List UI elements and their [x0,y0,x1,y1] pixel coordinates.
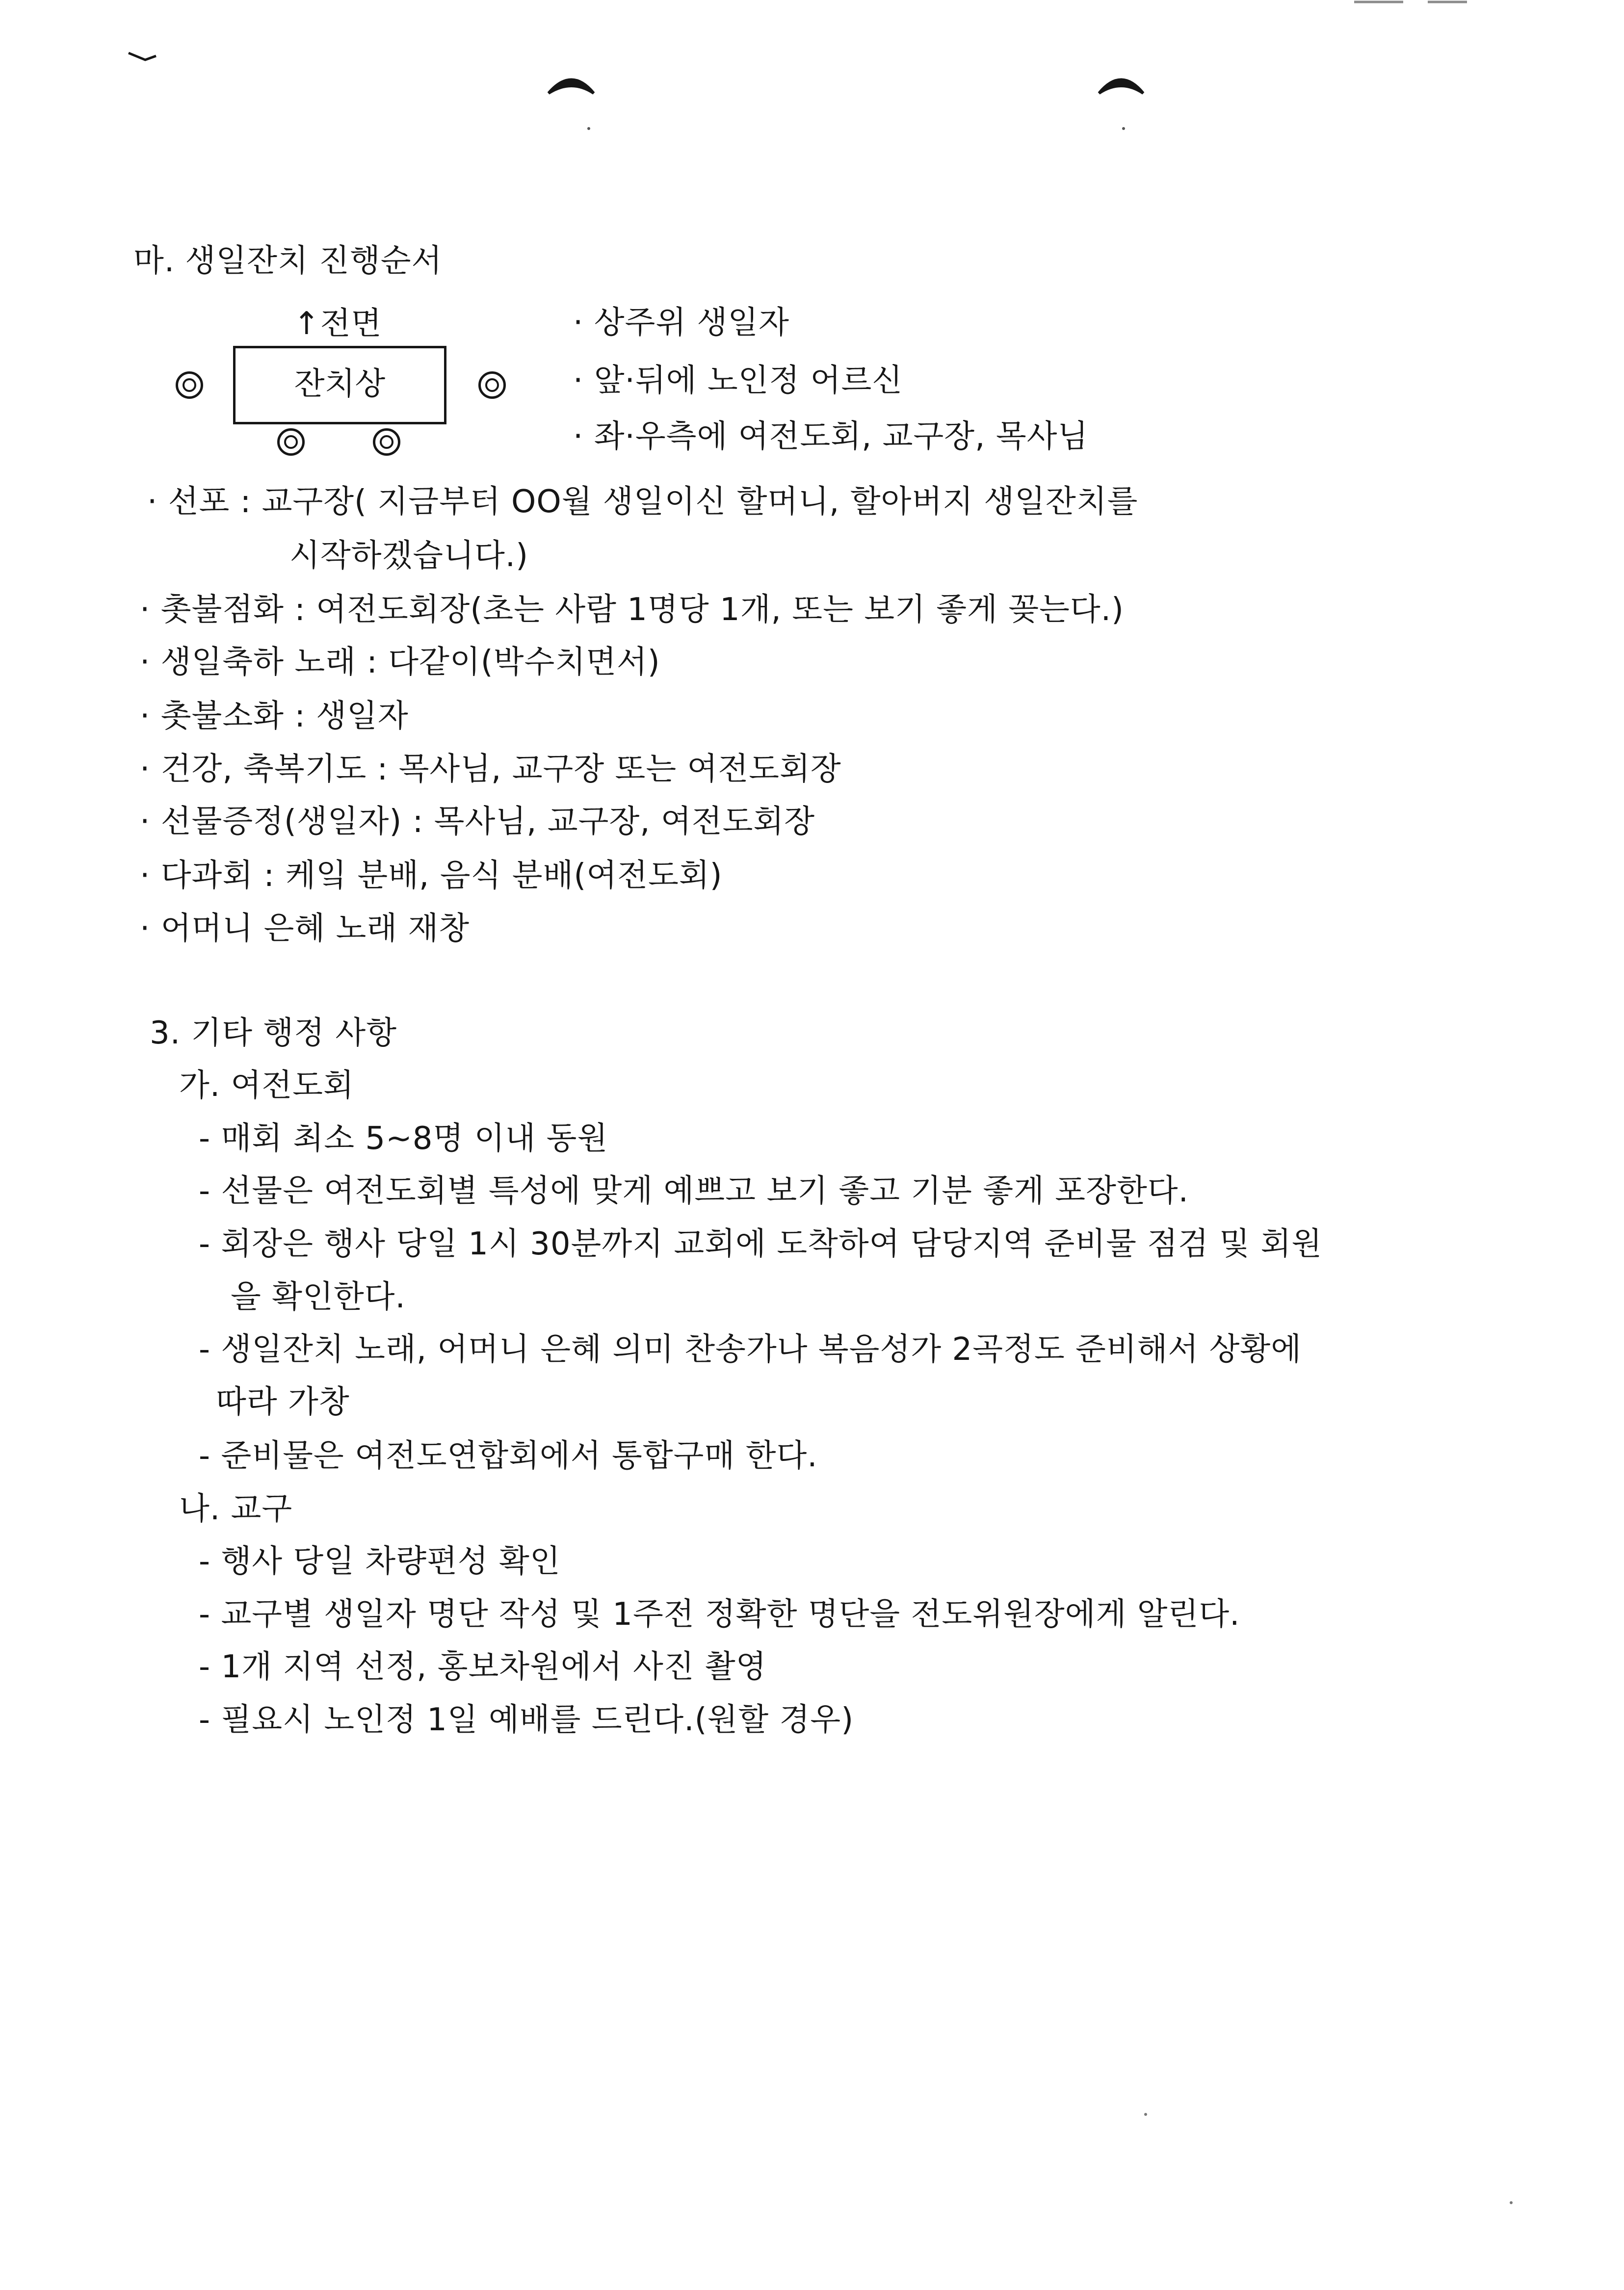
scan-specks [1079,2060,1570,2208]
ga-item: - 생일잔치 노래, 어머니 은혜 의미 찬송가나 복음성가 2곡정도 준비해서 상황에 [199,1331,1302,1368]
step-line: · 촛불점화 : 여전도회장(초는 사람 1명당 1개, 또는 보기 좋게 꽂는다.) [140,592,1125,628]
step-line: · 선물증정(생일자) : 목사님, 교구장, 여전도회장 [140,804,815,840]
ga-item-continued: 을 확인한다. [231,1279,406,1315]
ga-item: - 준비물은 여전도연합회에서 통합구매 한다. [199,1438,818,1474]
step-line: · 선포 : 교구장( 지금부터 OO월 생일이신 할머니, 할아버지 생일잔치를 [147,484,1138,520]
na-item: - 교구별 생일자 명단 작성 및 1주전 정확한 명단을 전도위원장에게 알린다. [199,1596,1240,1633]
scan-marks [0,0,1624,157]
ga-item: - 매회 최소 5~8명 이내 동원 [199,1120,608,1157]
ga-item: - 선물은 여전도회별 특성에 맞게 예쁘고 보기 좋고 기분 좋게 포장한다. [199,1173,1189,1209]
na-item: - 1개 지역 선정, 홍보차원에서 사진 촬영 [199,1649,767,1685]
step-line: · 어머니 은혜 노래 재창 [140,911,470,947]
na-item: - 필요시 노인정 1일 예배를 드린다.(원할 경우) [199,1702,854,1738]
diagram-legend-3: · 좌·우측에 여전도회, 교구장, 목사님 [573,418,1089,455]
na-item: - 행사 당일 차량편성 확인 [199,1543,561,1580]
section-ma-title: 마. 생일잔치 진행순서 [133,243,443,279]
diagram-legend-2: · 앞·뒤에 노인정 어르신 [573,363,903,399]
seat-right-icon [478,371,506,399]
step-line: · 생일축하 노래 : 다같이(박수치면서) [140,644,660,680]
seat-left-icon [176,371,203,399]
seat-bottom-right-icon [373,428,400,456]
step-line: · 촛불소화 : 생일자 [140,698,409,734]
diagram-legend-1: · 상주위 생일자 [573,305,789,341]
step-line: · 다과회 : 케잌 분배, 음식 분배(여전도회) [140,858,723,894]
step-line: 시작하겠습니다.) [289,538,529,574]
diagram-front-label: ↑전면 [293,306,382,342]
step-line: · 건강, 축복기도 : 목사님, 교구장 또는 여전도회장 [140,751,841,787]
sub-ga-title: 가. 여전도회 [179,1067,354,1104]
ga-item-continued: 따라 가창 [216,1384,350,1420]
ga-item: - 회장은 행사 당일 1시 30분까지 교회에 도착하여 담당지역 준비물 점검 및 회원 [199,1226,1323,1262]
banquet-table-label: 잔치상 [294,366,386,402]
sub-na-title: 나. 교구 [179,1491,293,1527]
seat-bottom-left-icon [277,428,305,456]
section-3-title: 3. 기타 행정 사항 [150,1015,397,1051]
